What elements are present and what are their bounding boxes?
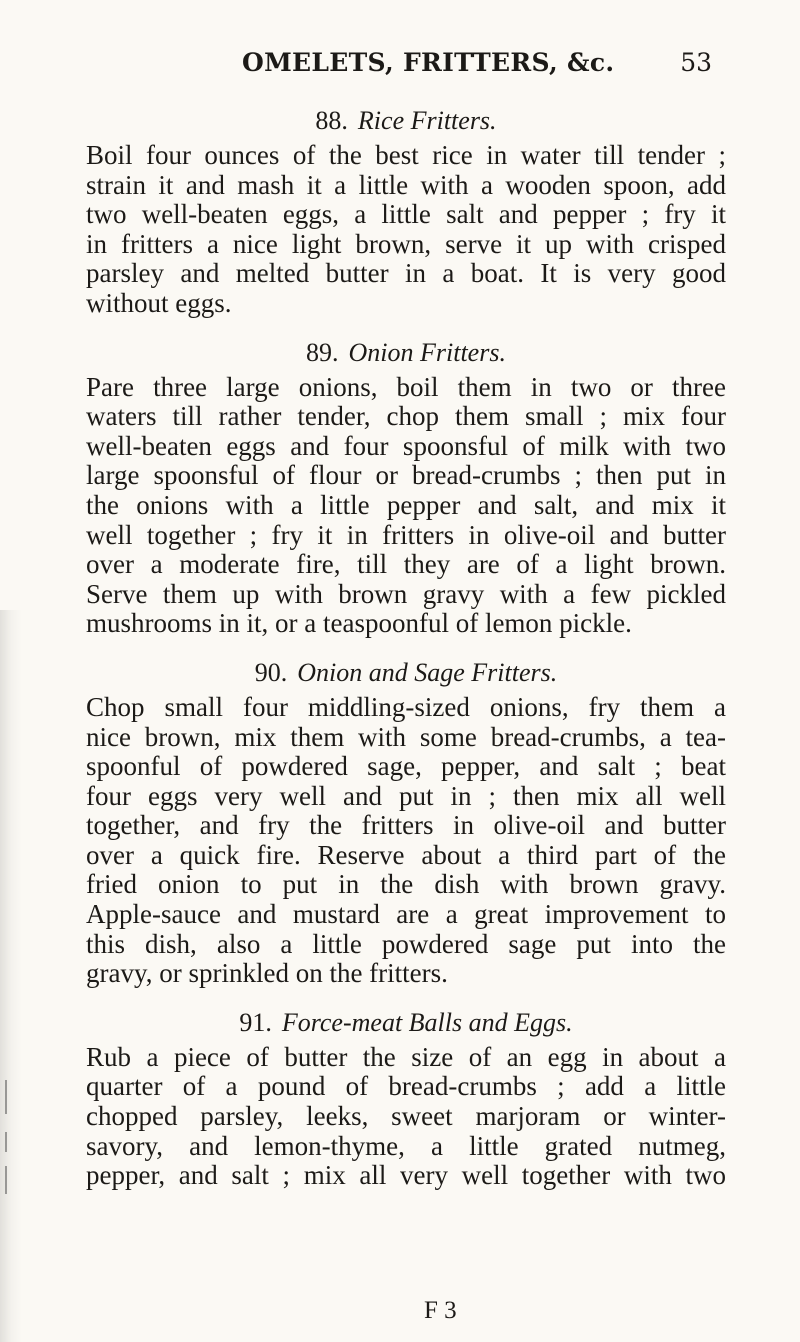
- running-head: [242, 48, 712, 86]
- binding-mark: [5, 1166, 7, 1194]
- binding-mark: [5, 1132, 7, 1152]
- recipe-heading: [86, 337, 726, 369]
- text-line: savory, and lemon-thyme, a little grated nutmeg,: [86, 1130, 726, 1161]
- text-line: fried onion to put in the dish with brown gravy.: [86, 869, 726, 900]
- text-line: quarter of a pound of bread-crumbs ; add a little: [86, 1071, 726, 1102]
- recipe-text: [86, 141, 726, 319]
- page-content: [86, 105, 726, 1191]
- recipe-heading: [86, 657, 726, 689]
- running-title: OMELETS, FRITTERS, &c.: [242, 48, 615, 77]
- text-line: together, and fry the fritters in olive-oil and butter: [86, 810, 726, 841]
- text-line: over a moderate fire, till they are of a light brown.: [86, 549, 726, 580]
- text-line: without eggs.: [86, 287, 232, 318]
- text-line: gravy, or sprinkled on the fritters.: [86, 958, 448, 989]
- recipe-text: [86, 1043, 726, 1191]
- recipe-title: Force-meat Balls and Eggs.: [281, 1007, 573, 1037]
- text-line: Boil four ounces of the best rice in water till tender ;: [86, 140, 726, 170]
- recipe-heading: [86, 1007, 726, 1039]
- text-line: in fritters a nice light brown, serve it up with crisped: [86, 228, 726, 259]
- recipe-90: [86, 657, 726, 989]
- binding-mark: [5, 1080, 7, 1114]
- text-line: over a quick fire. Reserve about a third part of the: [86, 839, 726, 870]
- recipe-number: 89.: [306, 337, 339, 367]
- recipe-title: Onion Fritters.: [348, 337, 506, 367]
- recipe-number: 91.: [239, 1007, 272, 1037]
- text-line: large spoonsful of flour or bread-crumbs ; then put in: [86, 460, 726, 491]
- recipe-91: [86, 1007, 726, 1191]
- text-line: chopped parsley, leeks, sweet marjoram or winter-: [86, 1101, 726, 1132]
- recipe-text: [86, 693, 726, 989]
- text-line: spoonful of powdered sage, pepper, and salt ; beat: [86, 751, 726, 782]
- text-line: mushrooms in it, or a teaspoonful of lemon pickle.: [86, 608, 632, 639]
- recipe-title: Rice Fritters.: [357, 106, 497, 135]
- recipe-88: [86, 105, 726, 319]
- recipe-number: 88.: [315, 106, 348, 135]
- text-line: waters till rather tender, chop them small ; mix four: [86, 401, 726, 432]
- text-line: parsley and melted butter in a boat. It is very good: [86, 258, 726, 289]
- text-line: pepper, and salt ; mix all very well together with two: [86, 1160, 726, 1191]
- recipe-text: [86, 373, 726, 639]
- text-line: this dish, also a little powdered sage put into the: [86, 928, 726, 959]
- recipe-number: 90.: [254, 657, 288, 687]
- recipe-title: Onion and Sage Fritters.: [297, 657, 558, 687]
- text-line: the onions with a little pepper and salt, and mix it: [86, 489, 726, 520]
- text-line: Rub a piece of butter the size of an egg in about a: [86, 1041, 726, 1072]
- text-line: Chop small four middling-sized onions, fry them a: [86, 691, 726, 722]
- text-line: well-beaten eggs and four spoonsful of milk with two: [86, 430, 726, 461]
- text-line: four eggs very well and put in ; then mix all well: [86, 780, 726, 811]
- text-line: well together ; fry it in fritters in olive-oil and butter: [86, 519, 726, 550]
- text-line: Pare three large onions, boil them in two or three: [86, 371, 726, 402]
- text-line: two well-beaten eggs, a little salt and pepper ; fry it: [86, 199, 726, 230]
- page-number: 53: [680, 48, 712, 77]
- text-line: Serve them up with brown gravy with a few pickled: [86, 578, 726, 609]
- text-line: Apple-sauce and mustard are a great improvement to: [86, 899, 726, 930]
- signature-mark: F 3: [424, 1297, 457, 1324]
- recipe-heading: [86, 105, 726, 137]
- recipe-89: [86, 337, 726, 639]
- text-line: strain it and mash it a little with a wooden spoon, add: [86, 169, 726, 200]
- text-line: nice brown, mix them with some bread-crumbs, a tea-: [86, 721, 726, 752]
- binding-shadow: [0, 610, 22, 1342]
